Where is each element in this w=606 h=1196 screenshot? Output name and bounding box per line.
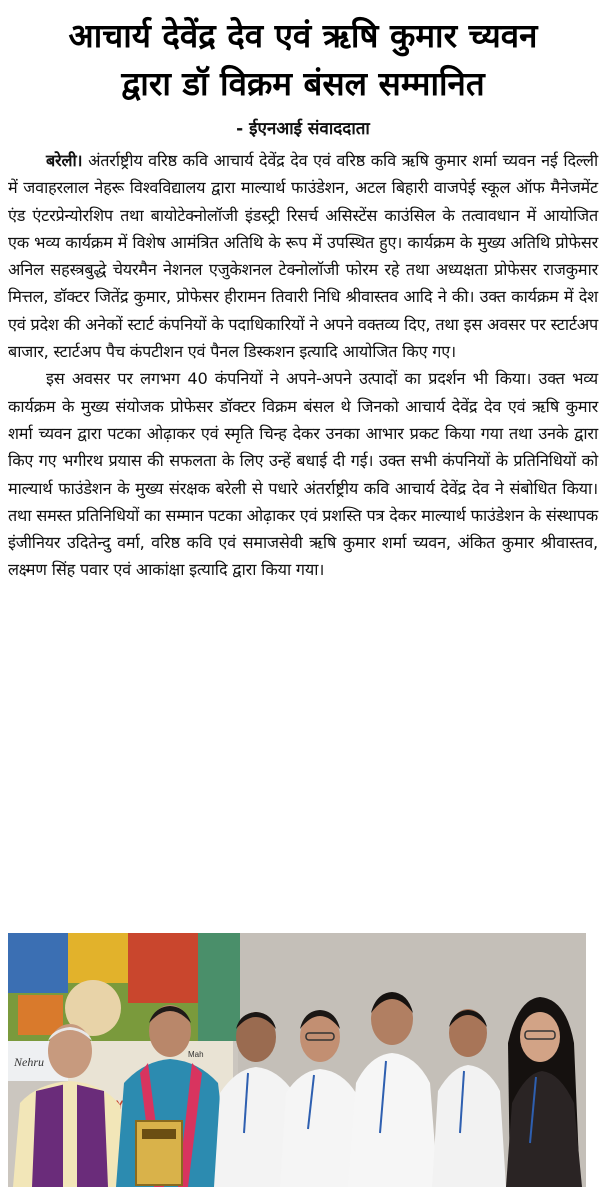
- award-plaque-band: [142, 1129, 176, 1139]
- artwork-block-red: [128, 933, 198, 1003]
- byline: - ईएनआई संवाददाता: [236, 119, 370, 139]
- paragraph-1-text: अंतर्राष्ट्रीय वरिष्ठ कवि आचार्य देवेंद्र देव एवं वरिष्ठ कवि ऋषि कुमार शर्मा च्यवन नई दिल्ली में जवाहरलाल नेहरू विश्वविद्यालय द्वारा माल्यार्थ फाउंडेशन, अटल बिहारी वाजपेई स्कूल ऑफ मैनेजमेंट एंड एंटरप्रेन्योरशिप तथा बायोटेक्नोलॉजी इंडस्ट्री रिसर्च असिस्टेंस काउंसिल के तत्वावधान में आयोजित एक भव्य कार्यक्रम में विशेष आमंत्रित अतिथि के रूप में उपस्थित हुए। कार्यक्रम के मुख्य अतिथि प्रोफेसर अनिल सहस्त्रबुद्धे चेयरमैन नेशनल एजुकेशनल टेक्नोलॉजी फोरम रहे तथा अध्यक्षता प्रोफेसर राजकुमार मित्तल, डॉक्टर जितेंद्र कुमार, प्रोफेसर हीरामन तिवारी निधि श्रीवास्तव आदि ने की। उक्त कार्यक्रम में देश एवं प्रदेश की अनेकों स्टार्ट कंपनियों के पदाधिकारियों ने अपने वक्तव्य दिए, तथा इस अवसर पर स्टार्टअप बाजार, स्टार्टअप पैच कंपटीशन एवं पैनल डिस्कशन इत्यादि आयोजित किए गए।: [8, 151, 599, 362]
- person-6-shirt: [432, 1065, 506, 1187]
- artwork-block-orange: [18, 995, 63, 1035]
- event-photo: [8, 933, 586, 1187]
- person-7-head: [520, 1012, 560, 1062]
- artwork-block-green: [198, 933, 240, 1041]
- headline-line-1: आचार्य देवेंद्र देव एवं ऋषि कुमार च्यवन: [68, 16, 538, 55]
- paragraph-2: इस अवसर पर लगभग 40 कंपनियों ने अपने-अपने उत्पादों का प्रदर्शन भी किया। उक्त भव्य कार्यक्रम के मुख्य संयोजक प्रोफेसर डॉक्टर विक्रम बंसल थे जिनको आचार्य देवेंद्र देव एवं ऋषि कुमार शर्मा च्यवन द्वारा पटका ओढ़ाकर एवं स्मृति चिन्ह देकर उनका आभार प्रकट किया गया तथा उनके द्वारा किए गए भगीरथ प्रयास की सफलता के लिए उन्हें बधाई दी गई। उक्त सभी कंपनियों के प्रतिनिधियों को माल्यार्थ फाउंडेशन के मुख्य संरक्षक बरेली से पधारे अंतर्राष्ट्रीय कवि आचार्य देवेंद्र देव ने संबोधित किया। तथा समस्त प्रतिनिधियों का सम्मान पटका ओढ़ाकर एवं प्रशस्ति पत्र देकर माल्यार्थ फाउंडेशन के संस्थापक इंजीनियर उदितेन्दु वर्मा, वरिष्ठ कवि एवं समाजसेवी ऋषि कुमार शर्मा च्यवन, अंकित कुमार श्रीवास्तव, लक्ष्मण सिंह पवार एवं आकांक्षा इत्यादि द्वारा किया गया।: [8, 369, 598, 580]
- banner-text-3: Mah: [188, 1050, 204, 1059]
- event-photo-illustration: [8, 933, 586, 1187]
- dateline: बरेली।: [46, 151, 83, 170]
- artwork-block-yellow: [68, 933, 128, 983]
- person-1-shirt-front: [63, 1083, 77, 1187]
- headline: [0, 12, 606, 108]
- headline-line-2: द्वारा डॉ विक्रम बंसल सम्मानित: [121, 64, 485, 103]
- banner-text-1: Nehru: [14, 1055, 44, 1069]
- artwork-block-blue: [8, 933, 68, 993]
- person-1-head: [48, 1024, 92, 1078]
- paragraph-1: [8, 147, 598, 365]
- article-body: [8, 147, 598, 584]
